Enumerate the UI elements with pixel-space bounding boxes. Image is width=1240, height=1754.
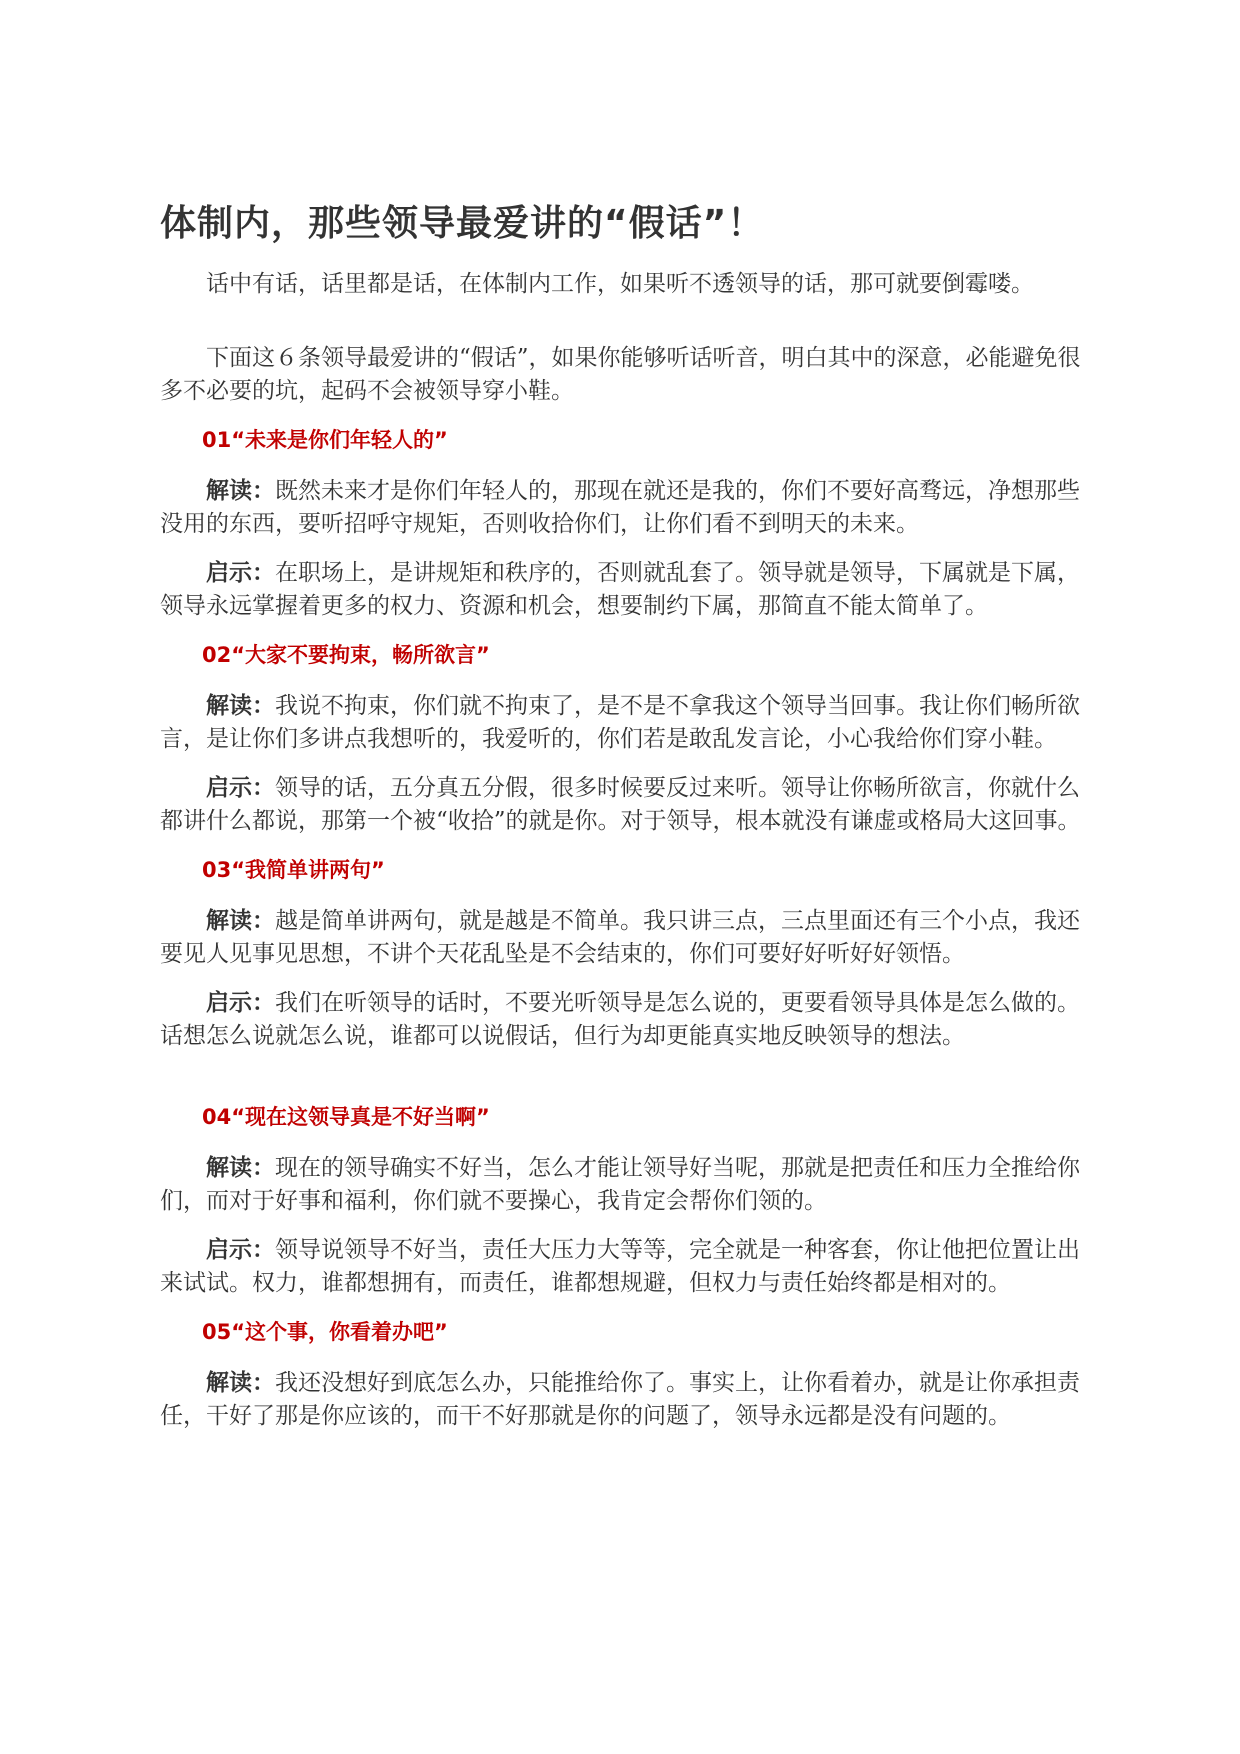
interpret-paragraph [160, 1152, 1100, 1218]
interpret-label: 解读： [206, 478, 275, 504]
intro-paragraph-1: 话中有话，话里都是话，在体制内工作，如果听不透领导的话，那可就要倒霉喽。 [206, 271, 1034, 297]
interpret-paragraph [160, 690, 1100, 756]
intro-paragraph-2: 下面这６条领导最爱讲的“假话”，如果你能够听话听音，明白其中的深意，必能避免很多不必要的坑，起码不会被领导穿小鞋。 [160, 345, 1081, 404]
insight-text: 在职场上，是讲规矩和秩序的，否则就乱套了。领导就是领导，下属就是下属，领导永远掌握着更多的权力、资源和机会，想要制约下属，那简直不能太简单了。 [160, 560, 1080, 619]
interpret-text: 我说不拘束，你们就不拘束了，是不是不拿我这个领导当回事。我让你们畅所欲言，是让你们多讲点我想听的，我爱听的，你们若是敢乱发言论，小心我给你们穿小鞋。 [160, 693, 1080, 752]
insight-paragraph [160, 772, 1100, 838]
section-heading: 03“我简单讲两句” [202, 858, 385, 882]
section-heading: 05“这个事，你看着办吧” [202, 1320, 448, 1344]
interpret-text: 越是简单讲两句，就是越是不简单。我只讲三点，三点里面还有三个小点，我还要见人见事见思想，不讲个天花乱坠是不会结束的，你们可要好好听好好领悟。 [160, 908, 1080, 967]
section-05 [160, 1316, 1100, 1433]
interpret-paragraph [160, 475, 1100, 541]
insight-text: 领导说领导不好当，责任大压力大等等，完全就是一种客套，你让他把位置让出来试试。权力，谁都想拥有，而责任，谁都想规避，但权力与责任始终都是相对的。 [160, 1237, 1080, 1296]
insight-paragraph [160, 1234, 1100, 1300]
interpret-label: 解读： [206, 693, 275, 719]
page-title: 体制内，那些领导最爱讲的“假话”！ [160, 203, 765, 244]
insight-label: 启示： [206, 560, 275, 586]
interpret-paragraph [160, 905, 1100, 971]
interpret-label: 解读： [206, 1155, 275, 1181]
section-heading: 04“现在这领导真是不好当啊” [202, 1105, 490, 1129]
interpret-text: 我还没想好到底怎么办，只能推给你了。事实上，让你看着办，就是让你承担责任，干好了那是你应该的，而干不好那就是你的问题了，领导永远都是没有问题的。 [160, 1370, 1080, 1429]
insight-text: 领导的话，五分真五分假，很多时候要反过来听。领导让你畅所欲言，你就什么都讲什么都说，那第一个被“收拾”的就是你。对于领导，根本就没有谦虚或格局大这回事。 [160, 775, 1081, 834]
section-heading: 01“未来是你们年轻人的” [202, 428, 448, 452]
insight-label: 启示： [206, 990, 275, 1016]
interpret-label: 解读： [206, 1370, 275, 1396]
interpret-paragraph [160, 1367, 1100, 1433]
interpret-label: 解读： [206, 908, 275, 934]
insight-label: 启示： [206, 1237, 275, 1263]
section-heading: 02“大家不要拘束，畅所欲言” [202, 643, 490, 667]
section-01 [160, 424, 1100, 623]
section-04 [160, 1101, 1100, 1300]
insight-label: 启示： [206, 775, 275, 801]
document-page [160, 200, 1100, 1449]
insight-paragraph [160, 987, 1100, 1053]
interpret-text: 现在的领导确实不好当，怎么才能让领导好当呢，那就是把责任和压力全推给你们，而对于好事和福利，你们就不要操心，我肯定会帮你们领的。 [160, 1155, 1080, 1214]
insight-paragraph [160, 557, 1100, 623]
insight-text: 我们在听领导的话时，不要光听领导是怎么说的，更要看领导具体是怎么做的。话想怎么说就怎么说，谁都可以说假话，但行为却更能真实地反映领导的想法。 [160, 990, 1080, 1049]
section-02 [160, 639, 1100, 838]
section-03 [160, 854, 1100, 1053]
interpret-text: 既然未来才是你们年轻人的，那现在就还是我的，你们不要好高骛远，净想那些没用的东西，要听招呼守规矩，否则收拾你们，让你们看不到明天的未来。 [160, 478, 1080, 537]
